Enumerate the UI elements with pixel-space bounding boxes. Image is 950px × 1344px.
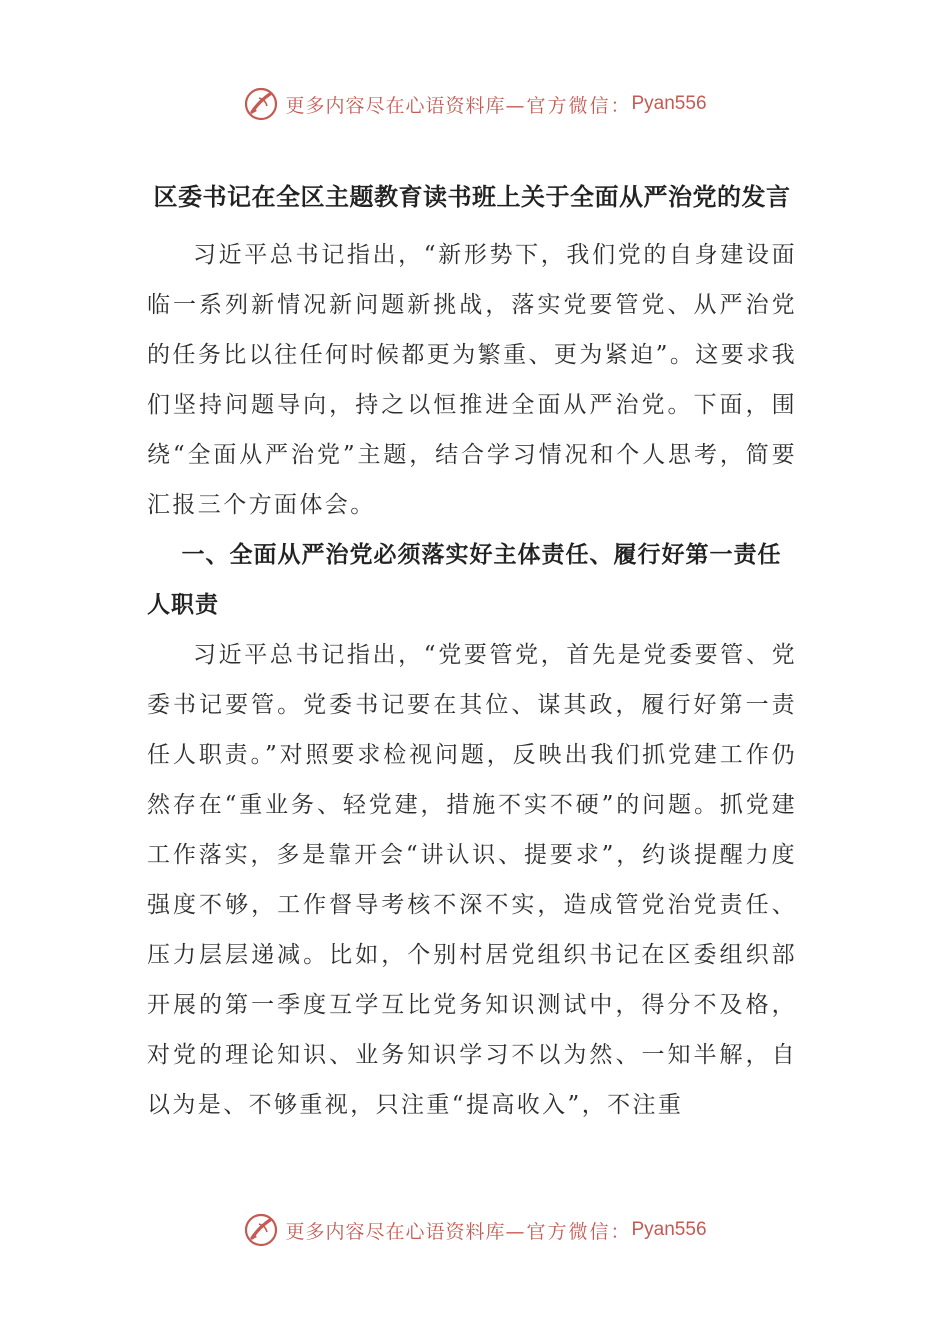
document-title: 区委书记在全区主题教育读书班上关于全面从严治党的发言 — [153, 183, 791, 211]
section-paragraph: 习近平总书记指出，“党要管党，首先是党委要管、党委书记要管。党委书记要在其位、谋其政，履行好第一责任人职责。”对照要求检视问题，反映出我们抓党建工作仍然存在“重业务、轻党建，措施不实不硬”的问题。抓党建工作落实，多是靠开会“讲认识、提要求”，约谈提醒力度强度不够，工作督导考核不深不实，造成管党治党责任、压力层层递减。比如，个别村居党组织书记在区委组织部开展的第一季度互学互比党务知识测试中，得分不及格，对党的理论知识、业务知识学习不以为然、一知半解，自以为是、不够重视，只注重“提高收入”，不注重 — [147, 642, 797, 1118]
document-body — [147, 172, 797, 1130]
banner-wechat-label: —官方微信： — [505, 94, 632, 117]
header-banner — [0, 84, 950, 124]
banner-text: 更多内容尽在心语资料库 — [285, 94, 506, 117]
banner-text: 更多内容尽在心语资料库 — [285, 1220, 506, 1243]
intro-paragraph: 习近平总书记指出，“新形势下，我们党的自身建设面临一系列新情况新问题新挑战，落实党要管党、从严治党的任务比以往任何时候都更为繁重、更为紧迫”。这要求我们坚持问题导向，持之以恒推进全面从严治党。下面，围绕“全面从严治党”主题，结合学习情况和个人思考，简要汇报三个方面体会。 — [147, 242, 797, 518]
section-heading: 一、全面从严治党必须落实好主体责任、履行好第一责任人职责 — [147, 542, 782, 618]
banner-wechat-id: Pyan556 — [631, 93, 707, 114]
footer-banner — [0, 1210, 950, 1250]
pen-logo-icon — [243, 1212, 279, 1248]
banner-wechat-label: —官方微信： — [505, 1220, 632, 1243]
pen-logo-icon — [243, 86, 279, 122]
banner-wechat-id: Pyan556 — [631, 1219, 707, 1240]
